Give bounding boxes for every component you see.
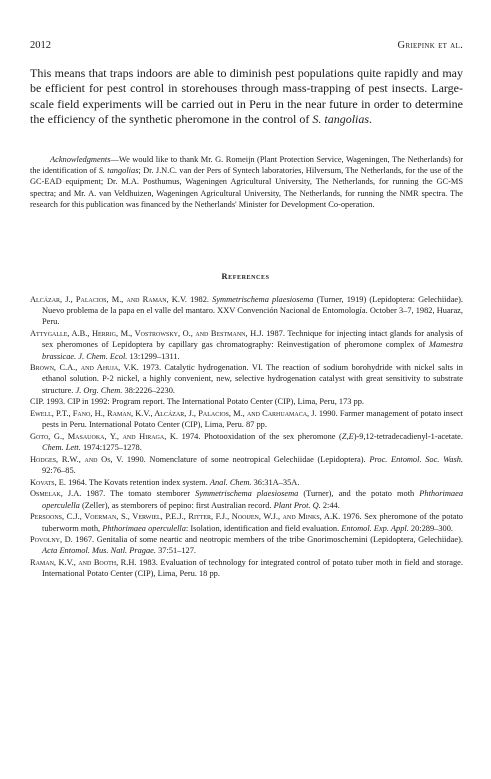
reference-authors: Persoons, C.J., Voerman, S., Verwiel, P.E.J., Ritter, F.J., Nooijen, W.J., and Minks, A.K. <box>30 512 341 522</box>
reference-italic: Mamestra brassicae. J. Chem. Ecol. <box>42 340 463 361</box>
reference-text: 92:76–85. <box>42 466 76 476</box>
acknowledgments <box>30 154 463 210</box>
reference-item <box>30 557 463 579</box>
body-text-end: . <box>369 112 373 127</box>
species-name: S. tangolias <box>312 112 370 127</box>
reference-text: 1973. Catalytic hydrogenation. VI. The reaction of sodium borohydride with nickel salts in ethanol solution. P-2 nickel, a highly convenient, new, selective hydrogenation catalyst with great sensitivity to substrate structure. <box>42 363 463 395</box>
reference-authors: Attygalle, A.B., Herrig, M., Vostrowsky, O., and Bestmann, H.J. <box>30 329 264 339</box>
reference-authors: Povolny, D. <box>30 535 73 545</box>
reference-italic: Entomol. Exp. Appl. <box>341 523 409 533</box>
reference-text: 1964. The Kovats retention index system. <box>66 477 210 487</box>
reference-item <box>30 294 463 328</box>
reference-authors: Ewell, P.T., Fano, H., Raman, K.V., Alcázar, J., Palacios, M., and Carhuamaca, J. <box>30 409 317 419</box>
reference-text: (Turner, 1919) (Lepidoptera: Gelechiidae). Nuevo problema de la papa en el valle del mantaro. XXV Convención Nacional de Entomología. October 3–7, 1982, Huaraz, Peru. <box>42 295 464 327</box>
reference-authors: Hodges, R.W., and Os, V. <box>30 454 124 464</box>
reference-item <box>30 362 463 396</box>
reference-authors: Goto, G., Masauoka, Y., and Hiraga, K. <box>30 431 178 441</box>
running-header <box>30 40 463 51</box>
reference-italic: Proc. Entomol. Soc. Wash. <box>369 454 463 464</box>
reference-italic: Plant Prot. Q. <box>273 500 321 510</box>
acknowledgments-label: Acknowledgments <box>50 155 111 164</box>
acknowledgments-text-2: ; Dr. J.N.C. van der Pers of Syntech laboratories, Hilversum, The Netherlands, for the use of the GC-EAD equipment; Dr. M.A. Posthumus, Wageningen Agricultural University, The Netherlands, for running the GC-MS spectra; and Mr. A. van Veldhuizen, Wageningen Agricultural University, The Netherlands, for running the NMR spectra. The research for this publication was financed by the Netherlands' Minister for Development Co-operation. <box>30 166 463 209</box>
reference-italic: Acta Entomol. Mus. Natl. Pragae. <box>42 546 156 556</box>
acknowledgments-species: S. tangolias <box>98 166 139 176</box>
reference-text: : Isolation, identification and field evaluation. <box>185 523 342 533</box>
acknowledgments-text: —We would like to thank Mr. G. Romeijn (Plant Protection Service, Wageningen, The Netherlands) for the identification of <box>30 155 463 176</box>
reference-text: (Zeller), as stemborers of pepino: first Australian record. <box>79 500 274 510</box>
reference-item <box>30 328 463 362</box>
reference-italic: Phthorimaea operculella <box>102 523 186 533</box>
reference-italic: Z,E <box>341 431 354 441</box>
body-paragraph <box>30 66 463 128</box>
reference-text: 2:44. <box>320 500 340 510</box>
reference-item <box>30 477 463 488</box>
reference-authors: Raman, K.V., and Booth, R.H. <box>30 558 137 568</box>
reference-text: 1982. <box>187 295 213 304</box>
reference-item <box>30 488 463 510</box>
reference-italic: Symmetrischema plaesiosema <box>195 489 299 499</box>
reference-text: 1990. Farmer management of potato insect pests in Peru. International Potato Center (CIP), Lima, Peru. 87 pp. <box>42 409 463 430</box>
reference-text: 37:51–127. <box>155 546 196 556</box>
reference-authors: Kovats, E. <box>30 477 67 487</box>
reference-authors: Alcázar, J., Palacios, M., and Raman, K.V. <box>30 295 188 304</box>
page-number: 2012 <box>30 40 51 51</box>
reference-authors: Brown, C.A., and Ahuja, V.K. <box>30 363 139 373</box>
reference-text: 1987. Technique for injecting intact glands for analysis of sex pheromones of Lepidoptera by capillary gas chromatography: Reinvestigation of pheromone complex of <box>42 329 463 350</box>
reference-item <box>30 511 463 533</box>
references-heading: References <box>221 272 270 281</box>
reference-text: 36:31A–35A. <box>251 477 300 487</box>
reference-text: 38:2226–2230. <box>122 385 175 395</box>
references-list <box>30 294 463 580</box>
reference-text: 13:1299–1311. <box>127 351 180 361</box>
reference-italic: Anal. Chem. <box>209 477 252 487</box>
reference-italic: Phthorimaea operculella <box>42 489 464 510</box>
reference-item <box>30 396 463 407</box>
reference-text: 1987. The tomato stemborer <box>81 489 196 499</box>
reference-text: 1974. Photooxidation of the sex pheromone ( <box>178 431 342 441</box>
reference-authors: Osmelak, J.A. <box>30 489 82 499</box>
reference-text: )-9,12-tetradecadienyl-1-acetate. <box>353 431 463 441</box>
reference-item <box>30 534 463 556</box>
reference-item <box>30 431 463 453</box>
reference-text: 1974:1275–1278. <box>80 443 142 453</box>
reference-text: 1967. Genitalia of some neartic and neotropic members of the tribe Gnorimoschemini (Lepidoptera, Gelechiidae). <box>72 535 463 545</box>
reference-item <box>30 408 463 430</box>
reference-text: 1993. CIP in 1992: Program report. The International Potato Center (CIP), Lima, Peru, 173 pp. <box>44 397 365 407</box>
reference-italic: Chem. Lett. <box>42 443 81 453</box>
reference-italic: Symmetrischema plaesiosema <box>212 295 314 304</box>
reference-italic: J. Org. Chem. <box>75 385 123 395</box>
reference-authors: CIP. <box>30 397 45 407</box>
reference-item <box>30 454 463 476</box>
reference-text: 1976. Sex pheromone of the potato tuberworm moth, <box>42 512 463 533</box>
reference-text: 1990. Nomenclature of some neotropical Gelechiidae (Lepidoptera). <box>123 454 370 464</box>
running-head-authors: Griepink et al. <box>397 40 463 51</box>
body-text: This means that traps indoors are able to diminish pest populations quite rapidly and may be efficient for pest control in storehouses through mass-trapping of pest insects. Large-scale field experiments will be carried out in Peru in the near future in order to determine the efficiency of the synthetic pheromone in the control of <box>30 66 463 127</box>
reference-text: 20:289–300. <box>408 523 454 533</box>
reference-text: 1983. Evaluation of technology for integrated control of potato tuber moth in field and storage. International Potato Center (CIP), Lima, Peru. 18 pp. <box>42 558 463 579</box>
reference-text: (Turner), and the potato moth <box>298 489 420 499</box>
